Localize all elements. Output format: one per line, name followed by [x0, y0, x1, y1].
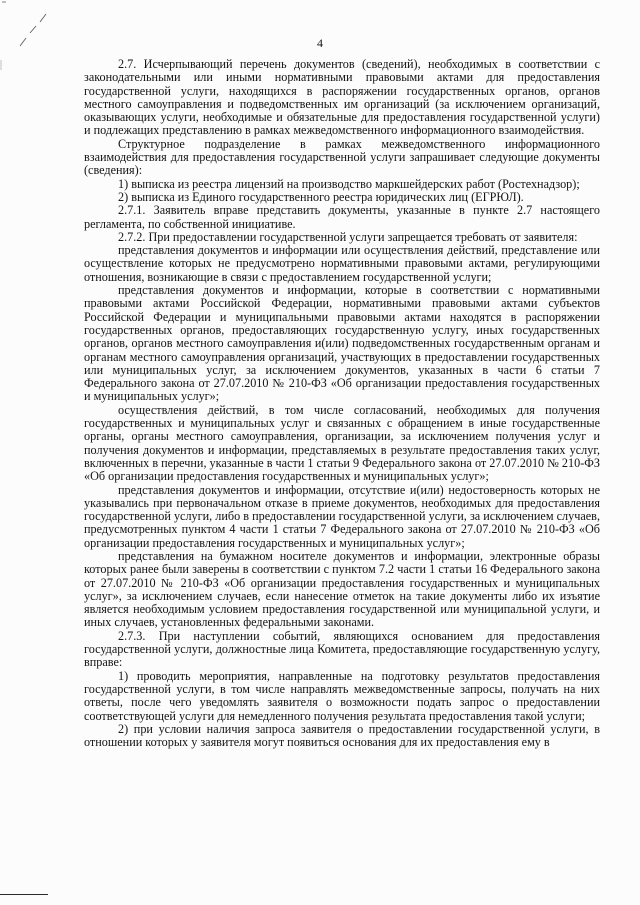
paragraph: 2.7.3. При наступлении событий, являющихся основанием для предоставления государственной услуги, должностные лица Комитета, предоставляющие государственную услугу, вправе:	[84, 628, 600, 670]
scan-edge-mark	[0, 0, 48, 120]
document-body	[84, 58, 600, 749]
paragraph: 2.7. Исчерпывающий перечень документов (сведений), необходимых в соответствии с законодательными или иными нормативными правовыми актами для предоставления государственной услуги, находящихся в распоряжении государственных органов, органов местного самоуправления и подведомственных им организаций (за исключением организаций, оказывающих услуги, необходимые и обязательные для предоставления государственной услуги) и подлежащих представлению в рамках межведомственного информационного взаимодействия.	[84, 57, 600, 138]
page-number: 4	[317, 36, 323, 50]
paragraph: представления на бумажном носителе документов и информации, электронные образы которых ранее были заверены в соответствии с пунктом 7.2 части 1 статьи 16 Федерального закона от 27.07.2010 № 210-ФЗ «Об организации предоставления государственных и муниципальных услуг», за исключением случаев, если нанесение отметок на такие документы либо их изъятие является необходимым условием предоставления государственной или муниципальной услуги, и иных случаев, установленных федеральными законами.	[84, 548, 600, 630]
paragraph: представления документов и информации, отсутствие и(или) недостоверность которых не указывались при первоначальном отказе в приеме документов, необходимых для предоставления государственной услуги, либо в предоставлении государственной услуги, за исключением случаев, предусмотренных пунктом 4 части 1 статьи 7 Федерального закона от 27.07.2010 № 210-ФЗ «Об организации предоставления государственных и муниципальных услуг»;	[84, 482, 600, 550]
paragraph: 2.7.2. При предоставлении государственной услуги запрещается требовать от заявителя:	[118, 229, 578, 244]
paragraph: 2.7.1. Заявитель вправе представить документы, указанные в пункте 2.7 настоящего регламента, по собственной инициативе.	[84, 203, 600, 231]
paragraph: Структурное подразделение в рамках межведомственного информационного взаимодействия для предоставления государственной услуги запрашивает следующие документы (сведения):	[84, 136, 600, 178]
list-item: 2) выписка из Единого государственного реестра юридических лиц (ЕГРЮЛ).	[118, 189, 524, 204]
list-item: 2) при условии наличия запроса заявителя о предоставлении государственной услуги, в отношении которых у заявителя могут появиться основания для их предоставления ему в	[84, 721, 600, 750]
paragraph: осуществления действий, в том числе согласований, необходимых для получения государственных и муниципальных услуг и связанных с обращением в иные государственные органы, органы местного самоуправления, организации, за исключением получения услуг и получения документов и информации, представляемых в результате предоставления таких услуг, включенных в перечни, указанные в части 1 статьи 9 Федерального закона от 27.07.2010 № 210-ФЗ «Об организации предоставления государственных и муниципальных услуг»;	[84, 402, 600, 484]
list-item: 1) проводить мероприятия, направленные на подготовку результатов предоставления государственной услуги, в том числе направлять межведомственные запросы, получать на них ответы, после чего уведомлять заявителя о возможности подать запрос о предоставлении соответствующей услуги для немедленного получения результата предоставления такой услуги;	[84, 668, 600, 723]
paragraph: представления документов и информации или осуществления действий, представление или осуществление которых не предусмотрено нормативными правовыми актами, регулирующими отношения, возникающие в связи с предоставлением государственной услуги;	[84, 243, 600, 284]
margin-rule	[0, 894, 48, 895]
list-item: 1) выписка из реестра лицензий на производство маркшейдерских работ (Ростехнадзор);	[118, 176, 580, 191]
paragraph: представления документов и информации, которые в соответствии с нормативными правовыми актами Российской Федерации, нормативными правовыми актами субъектов Российской Федерации и муниципальными правовыми актами находятся в распоряжении государственных органов, предоставляющих государственную услугу, иных государственных органов, органов местного самоуправления и(или) подведомственных государственным органам и органам местного самоуправления организаций, участвующих в предоставлении государственных или муниципальных услуг, за исключением документов, указанных в части 6 статьи 7 Федерального закона от 27.07.2010 № 210-ФЗ «Об организации предоставления государственных и муниципальных услуг»;	[84, 283, 600, 404]
